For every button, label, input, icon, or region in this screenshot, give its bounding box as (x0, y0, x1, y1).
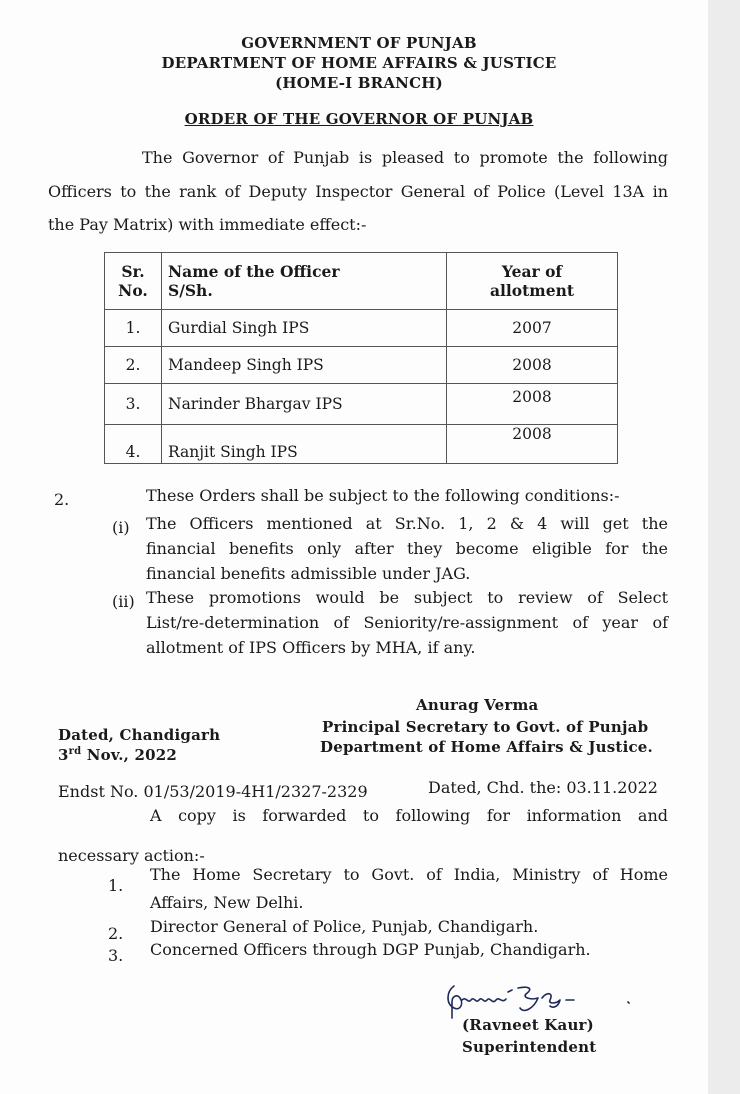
officers-table (104, 252, 618, 464)
row-year: 2007 (447, 310, 618, 347)
header-department: DEPARTMENT OF HOME AFFAIRS & JUSTICE (161, 54, 557, 72)
endst-date: Dated, Chd. the: 03.11.2022 (428, 778, 658, 797)
copy-item-2-text: Director General of Police, Punjab, Chandigarh. (150, 917, 539, 936)
row-year: 2008 (447, 384, 618, 425)
intro-line-3: the Pay Matrix) with immediate effect:- (48, 215, 367, 234)
condition-2-line-1: These promotions would be subject to review of Select (146, 588, 668, 607)
row-officer-name: Narinder Bhargav IPS (162, 384, 447, 425)
row-officer-name: Gurdial Singh IPS (162, 310, 447, 347)
scan-margin (708, 0, 740, 1094)
para2-number: 2. (54, 490, 70, 509)
copy-item-3-text: Concerned Officers through DGP Punjab, Chandigarh. (150, 940, 591, 959)
row-officer-name: Mandeep Singh IPS (162, 347, 447, 384)
table-row (105, 384, 618, 425)
condition-2-line-3: allotment of IPS Officers by MHA, if any. (146, 638, 476, 657)
table-row (105, 310, 618, 347)
row-sr: 1. (105, 310, 162, 347)
row-sr: 3. (105, 384, 162, 425)
header-year-of-allotment: Year of allotment (447, 253, 618, 310)
copy-item-1-line-2: Affairs, New Delhi. (150, 893, 304, 912)
condition-1-line-3: financial benefits admissible under JAG. (146, 564, 471, 583)
copy-item-3-number: 3. (108, 946, 124, 965)
condition-1-line-2: financial benefits only after they become eligible for the (146, 539, 668, 558)
row-year: 2008 (447, 347, 618, 384)
signatory-name: Anurag Verma (416, 696, 539, 714)
handwritten-signature (442, 978, 642, 1020)
table-row (105, 347, 618, 384)
row-sr: 4. (105, 425, 162, 464)
copy-item-1-number: 1. (108, 876, 124, 895)
condition-2-line-2: List/re-determination of Seniority/re-assignment of year of (146, 613, 668, 632)
endorser-designation: Superintendent (462, 1038, 597, 1056)
table-row (105, 425, 618, 464)
copy-item-2-number: 2. (108, 924, 124, 943)
intro-line-1: The Governor of Punjab is pleased to promote the following (142, 148, 668, 167)
copy-line-2: necessary action:- (58, 846, 205, 865)
copy-item-1-line-1: The Home Secretary to Govt. of India, Ministry of Home (150, 865, 668, 884)
condition-2-label: (ii) (112, 592, 135, 611)
intro-line-2: Officers to the rank of Deputy Inspector General of Police (Level 13A in (48, 182, 668, 201)
condition-1-line-1: The Officers mentioned at Sr.No. 1, 2 & 4 will get the (146, 514, 668, 533)
para2-text: These Orders shall be subject to the following conditions:- (146, 486, 620, 505)
order-title: ORDER OF THE GOVERNOR OF PUNJAB (184, 110, 534, 128)
row-sr: 2. (105, 347, 162, 384)
row-year: 2008 (447, 425, 618, 464)
dated-date: 3rd Nov., 2022 (58, 746, 178, 764)
header-government: GOVERNMENT OF PUNJAB (241, 34, 477, 52)
endorser-name: (Ravneet Kaur) (462, 1016, 594, 1034)
header-branch: (HOME-I BRANCH) (275, 74, 443, 92)
condition-1-label: (i) (112, 518, 130, 537)
copy-line-1: A copy is forwarded to following for information and (150, 806, 668, 825)
endst-number: Endst No. 01/53/2019-4H1/2327-2329 (58, 782, 368, 801)
signatory-department: Department of Home Affairs & Justice. (320, 738, 653, 756)
table-header-row (105, 253, 618, 310)
signatory-title: Principal Secretary to Govt. of Punjab (322, 718, 649, 736)
dated-place: Dated, Chandigarh (58, 726, 221, 744)
header-officer-name: Name of the Officer S/Sh. (162, 253, 447, 310)
header-sr-no: Sr. No. (105, 253, 162, 310)
row-officer-name: Ranjit Singh IPS (162, 425, 447, 464)
